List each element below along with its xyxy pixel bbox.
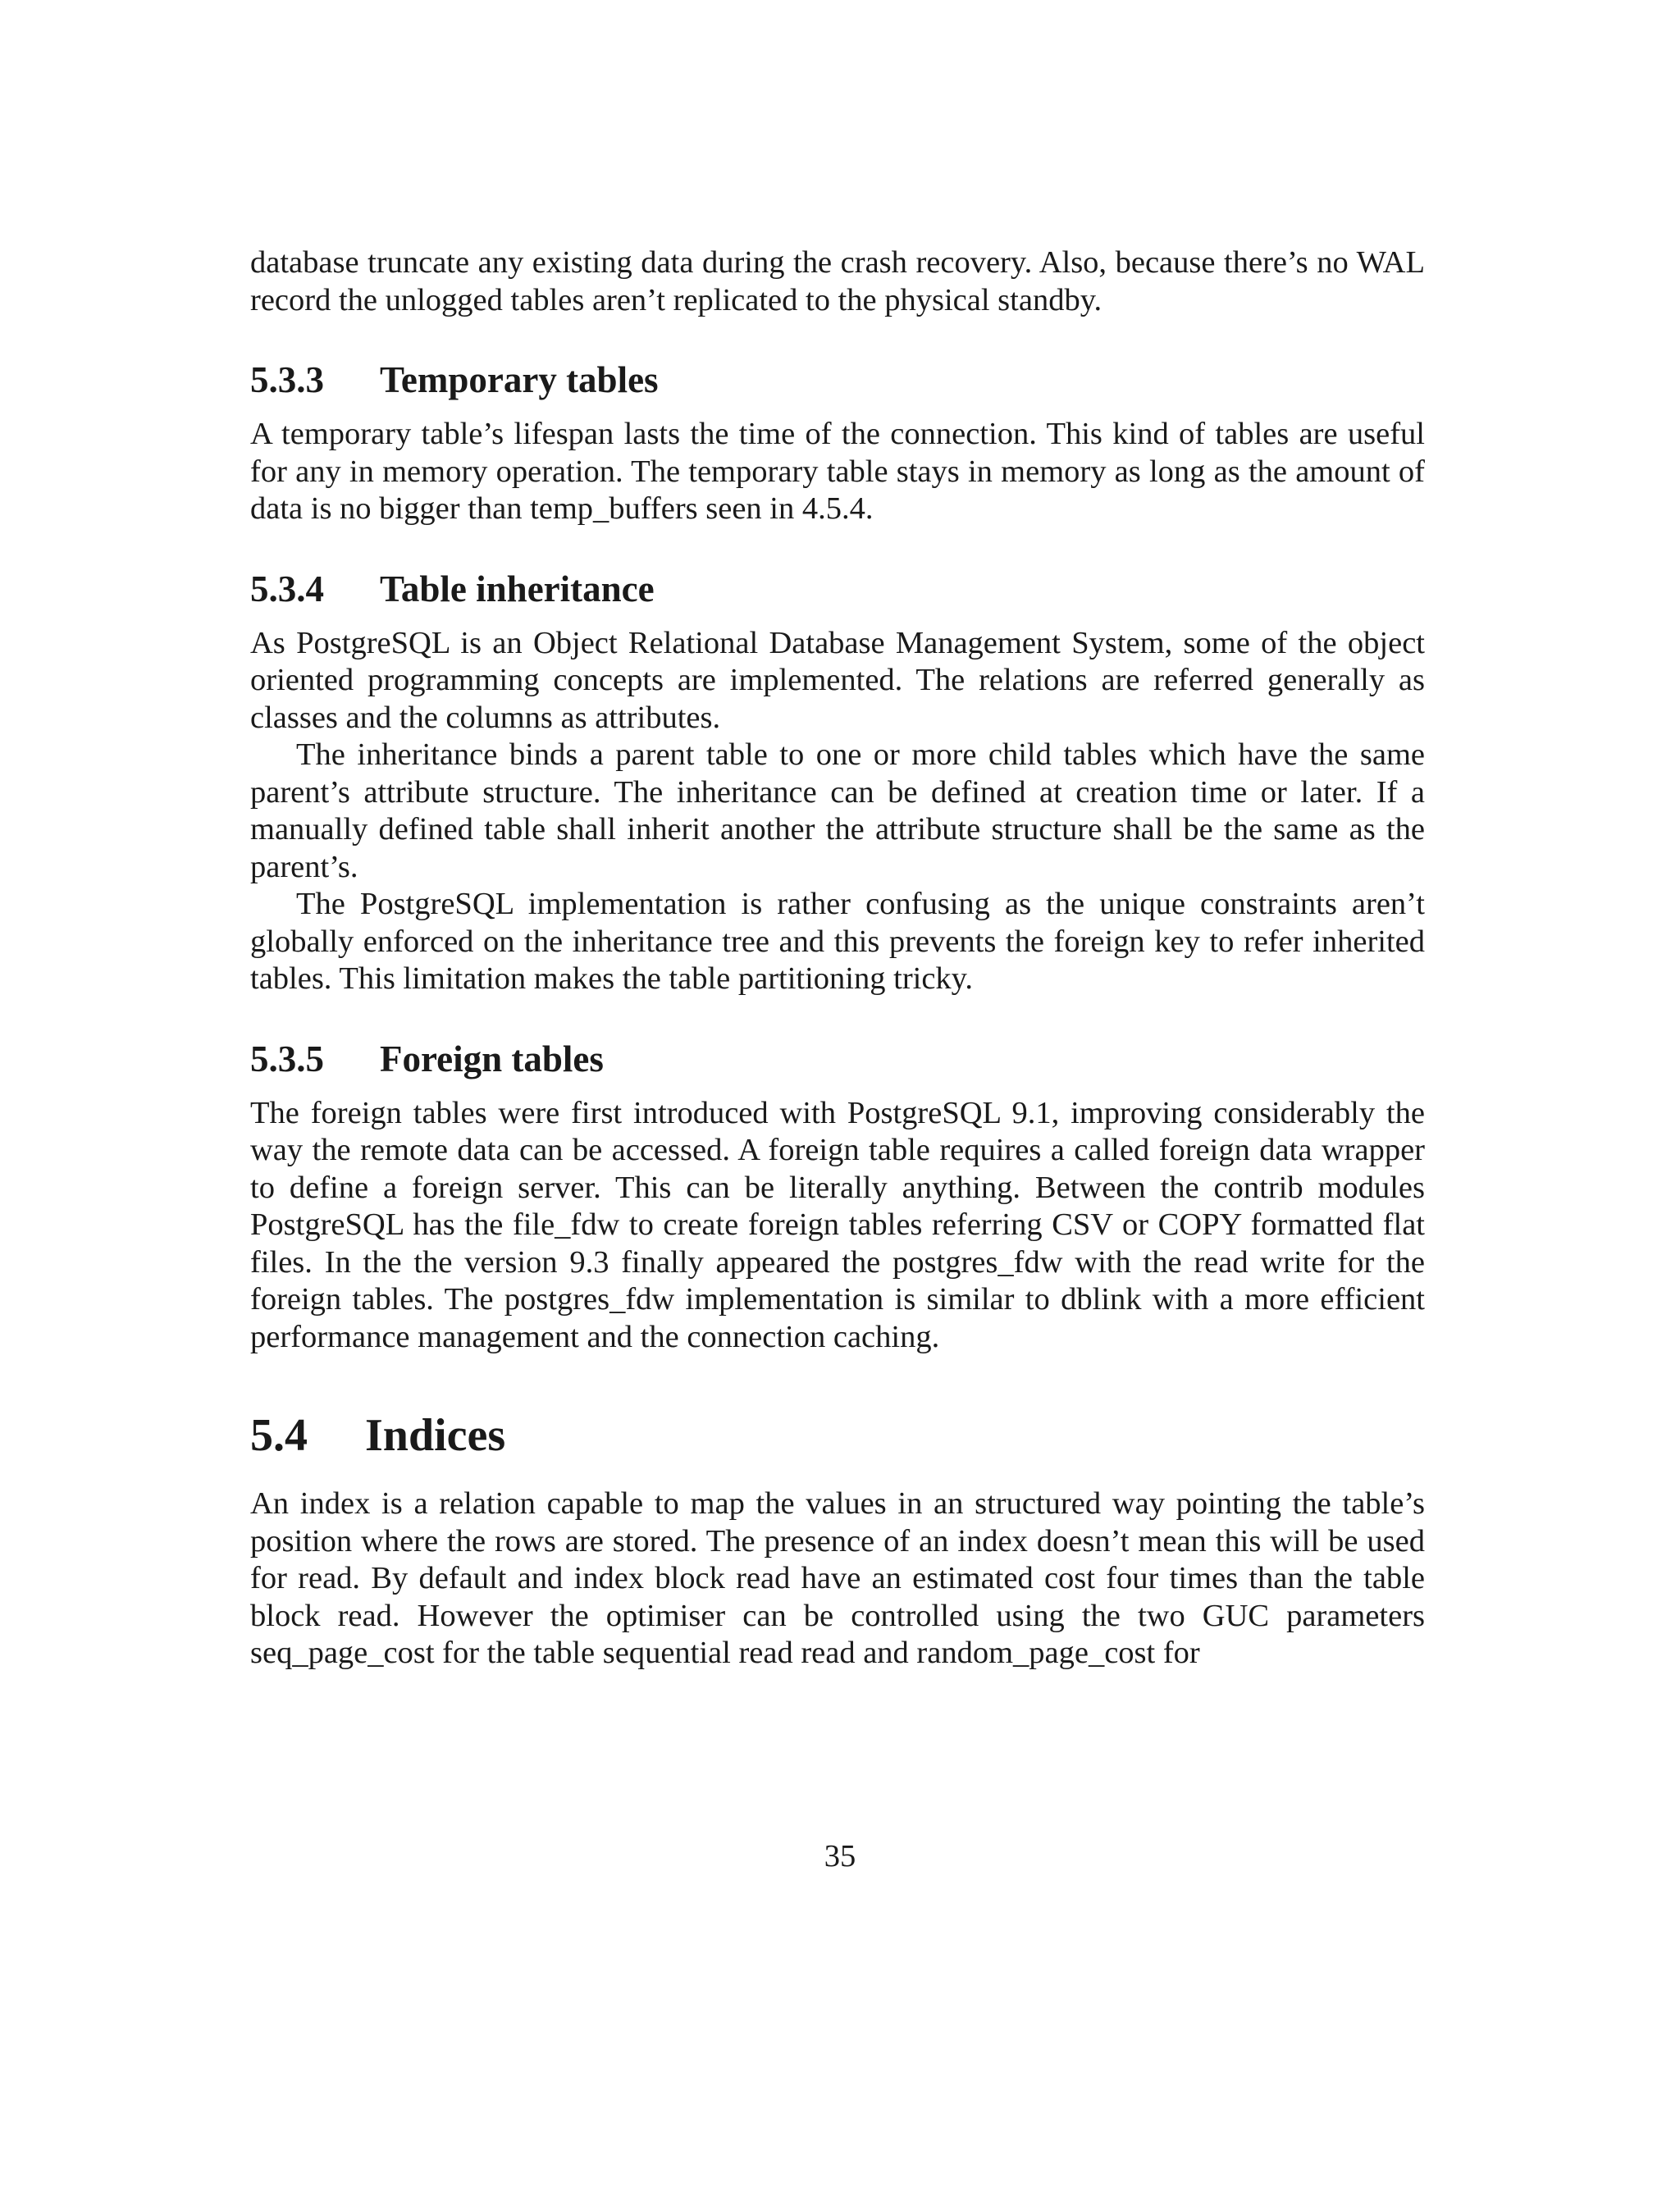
section-number: 5.3.4: [250, 568, 324, 609]
heading-indices: [250, 1408, 1425, 1463]
section-title: Foreign tables: [380, 1038, 604, 1079]
section-title: Table inheritance: [380, 568, 655, 609]
foreign-tables-paragraph: The foreign tables were first introduced with PostgreSQL 9.1, improving considerably the way the remote data can be accessed. A foreign table requires a called foreign data wrapper to define a foreign server. This can be literally anything. Between the contrib modules PostgreSQL has the file_fdw to create foreign tables referring CSV or COPY formatted flat files. In the the version 9.3 finally appeared the postgres_fdw with the read write for the foreign tables. The postgres_fdw implementation is similar to dblink with a more efficient performance management and the connection caching.: [250, 1095, 1425, 1354]
section-number: 5.3.5: [250, 1038, 324, 1079]
page-content: [250, 244, 1425, 1673]
section-number: 5.3.3: [250, 359, 324, 400]
temporary-tables-paragraph: A temporary table’s lifespan lasts the time of the connection. This kind of tables are useful for any in memory operation. The temporary table stays in memory as long as the amount of data is no bigger than temp_buffers seen in 4.5.4.: [250, 417, 1425, 526]
table-inheritance-paragraph-2: The inheritance binds a parent table to one or more child tables which have the same parent’s attribute structure. The inheritance can be defined at creation time or later. If a manually defined table shall inherit another the attribute structure shall be the same as the parent’s.: [250, 737, 1425, 884]
heading-table-inheritance: [250, 566, 1425, 612]
section-title: Temporary tables: [380, 359, 659, 400]
heading-foreign-tables: [250, 1036, 1425, 1082]
heading-temporary-tables: [250, 357, 1425, 403]
section-title: Indices: [365, 1410, 506, 1461]
table-inheritance-paragraph-1: As PostgreSQL is an Object Relational Database Management System, some of the object oriented programming concepts are implemented. The relations are referred generally as classes and the columns as attributes.: [250, 625, 1425, 735]
page-number: 35: [824, 1839, 856, 1873]
section-number: 5.4: [250, 1410, 308, 1461]
intro-paragraph: database truncate any existing data during the crash recovery. Also, because there’s no WAL record the unlogged tables aren’t replicated to the physical standby.: [250, 245, 1425, 317]
indices-paragraph: An index is a relation capable to map the values in an structured way pointing the table’s position where the rows are stored. The presence of an index doesn’t mean this will be used for read. By default and index block read have an estimated cost four times than the table block read. However the optimiser can be controlled using the two GUC parameters seq_page_cost for the table sequential read read and random_page_cost for: [250, 1486, 1425, 1670]
table-inheritance-paragraph-3: The PostgreSQL implementation is rather confusing as the unique constraints aren’t globally enforced on the inheritance tree and this prevents the foreign key to refer inherited tables. This limitation makes the table partitioning tricky.: [250, 887, 1425, 996]
